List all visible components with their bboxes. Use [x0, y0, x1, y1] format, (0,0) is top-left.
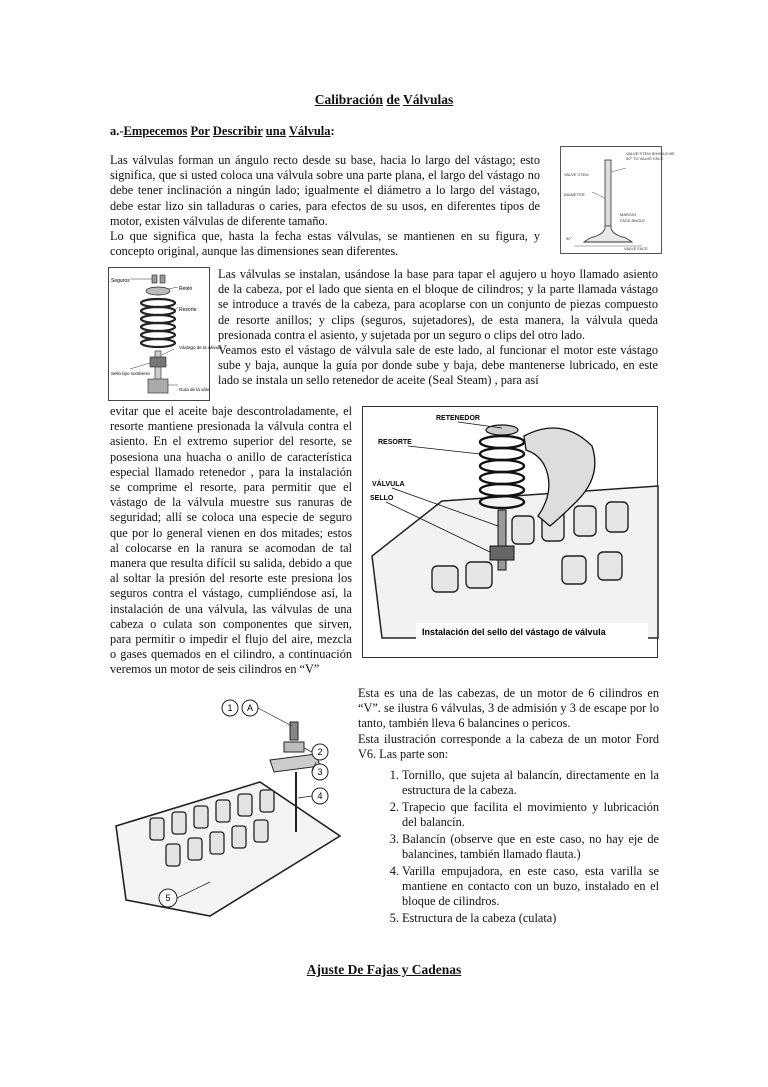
- section-title-belts: [0, 962, 768, 978]
- subtitle-word: Válvula: [288, 124, 331, 138]
- head-callout: 2: [317, 747, 323, 757]
- spring-label: Resorte: [179, 307, 197, 313]
- list-item: 1. Tornillo, que sujeta al balancín, directamente en la estructura de la cabeza.: [402, 768, 659, 798]
- head-callout: 1: [227, 703, 233, 713]
- valve-label: 90° TO VALVE FACE: [626, 156, 664, 161]
- seal-installation-diagram: [362, 406, 658, 658]
- page-title: [0, 92, 768, 108]
- list-item: 4. Varilla empujadora, en este caso, esta varilla se mantiene en contacto con un buzo, instalado en el bloque de cilindros.: [402, 864, 659, 909]
- subtitle-word: Empecemos: [123, 124, 188, 138]
- spring-label: Vástago de la válvula: [179, 345, 222, 350]
- paragraph-valve-stem: Veamos esto el vástago de válvula sale de este lado, al funcionar el motor este vástago sube y baja, aunque la guía por donde sube y baja, debe mantenerse lubricado, en este lado se instala un sello retenedor de aceite (Seal Steam) , para así: [218, 343, 658, 388]
- valve-label: VALVE STEM: [564, 172, 589, 177]
- install-label: RETENEDOR: [436, 415, 480, 422]
- spring-label: Guía de la válv.: [179, 387, 210, 392]
- list-item: 2. Trapecio que facilita el movimiento y lubricación del balancín.: [402, 800, 659, 830]
- spring-label: Sello tipo sombrero: [111, 371, 150, 376]
- section-subtitle: [110, 124, 335, 139]
- valve-label: MARGIN: [620, 212, 636, 217]
- paragraph-valve-shape: Lo que significa que, hasta la fecha estas válvulas, se mantienen en su figura, y concepto original, aunque las dimensiones sean diferentes.: [110, 229, 540, 259]
- subtitle-prefix: a.-: [110, 124, 124, 138]
- spring-label: Retén: [179, 286, 193, 292]
- spring-assembly-diagram: [108, 267, 222, 401]
- retainer-text: [110, 404, 352, 678]
- title-word: Válvulas: [403, 92, 454, 107]
- install-label: VÁLVULA: [372, 481, 405, 488]
- subtitle-word: Por: [190, 124, 210, 138]
- valve-label: 90°: [566, 236, 573, 241]
- paragraph-v6-head: Esta es una de las cabezas, de un motor de 6 cilindros en “V”. se ilustra 6 válvulas, 3 de admisión y 3 de escape por lo tanto, también lleva 6 balancines o pericos.: [358, 686, 659, 731]
- valve-label: FACE ANGLE: [620, 218, 645, 223]
- spring-label: Seguros: [111, 278, 130, 284]
- head-callout: 5: [165, 893, 171, 903]
- list-item: 3. Balancín (observe que en este caso, no hay eje de balancines, también llamado flauta.): [402, 832, 659, 862]
- valve-diagram: [560, 146, 675, 254]
- install-label: RESORTE: [378, 439, 412, 446]
- paragraph-retainer: evitar que el aceite baje descontroladamente, el resorte mantiene presionada la válvula contra el asiento. En el extremo superior del resorte, se posesiona una huacha o anillo de característica especial llamado retenedor , para la instalación se comprime el resorte, para permitir que el vástago de la válvula muestre sus ranuras de seguridad; allí se coloca una especie de seguro que por lo general vienen en dos mitades; estos al colocarse en la ranura se acomodan de tal manera que resulta difícil su salida, debido a que al soltar la presión del resorte este presiona los seguros contra el vástago, cumpliéndose así, la instalación de una válvula, las válvulas de una cabeza o culata son componentes que sirven, para permitir o impedir el flujo del aire, mezcla o gases quemados en el cilindro, a continuación veremos un motor de seis cilindros en “V”: [110, 404, 352, 677]
- title-word: Calibración: [314, 92, 383, 107]
- subtitle-suffix: :: [330, 124, 335, 138]
- intro-text: [110, 153, 540, 259]
- install-label: SELLO: [370, 495, 394, 502]
- head-callout: A: [246, 703, 254, 713]
- head-text: [358, 686, 659, 928]
- install-caption: Instalación del sello del vástago de válvula: [422, 627, 606, 637]
- cylinder-head-diagram: [110, 686, 346, 922]
- valve-label: VALVE STEM SHOULD BE: [626, 151, 675, 156]
- paragraph-ford-v6: Esta ilustración corresponde a la cabeza de un motor Ford V6. Las parte son:: [358, 731, 659, 761]
- list-item: 5. Estructura de la cabeza (culata): [402, 911, 659, 926]
- head-callout: 3: [317, 767, 323, 777]
- valve-label: DIAMETER: [564, 192, 585, 197]
- section-title-text: Ajuste De Fajas y Cadenas: [306, 962, 462, 977]
- paragraph-valve-description: Las válvulas forman un ángulo recto desde su base, hacia lo largo del vástago; esto significa, que si usted coloca una válvula sobre una parte plana, el largo del vástago no debe tener inclinación a ningún lado; igualmente el diámetro a lo largo del vástago, debe estar lizo sin talladuras o caries, para efectos de su usos, en diferentes tipos de motor, existen válvulas de diferente tamaño.: [110, 153, 540, 228]
- subtitle-word: una: [265, 124, 286, 138]
- parts-list: [358, 768, 659, 926]
- valve-label: VALVE FACE: [624, 246, 648, 251]
- subtitle-word: Describir: [212, 124, 263, 138]
- installation-text: [218, 267, 658, 389]
- head-callout: 4: [317, 791, 323, 801]
- title-word: de: [386, 92, 400, 107]
- paragraph-valve-installation: Las válvulas se instalan, usándose la base para tapar el agujero u hoyo llamado asiento de la cabeza, por el lado que sienta en el bloque de cilindros; y la parte llamada vástago se introduce a través de la cabeza, para acoplarse con un conjunto de piezas compuesto de resorte anillos; y clips (seguros, sujetadores), de esta manera, la válvula queda presionada contra el asiento, y sujetada por un seguro o clips del otro lado.: [218, 267, 658, 342]
